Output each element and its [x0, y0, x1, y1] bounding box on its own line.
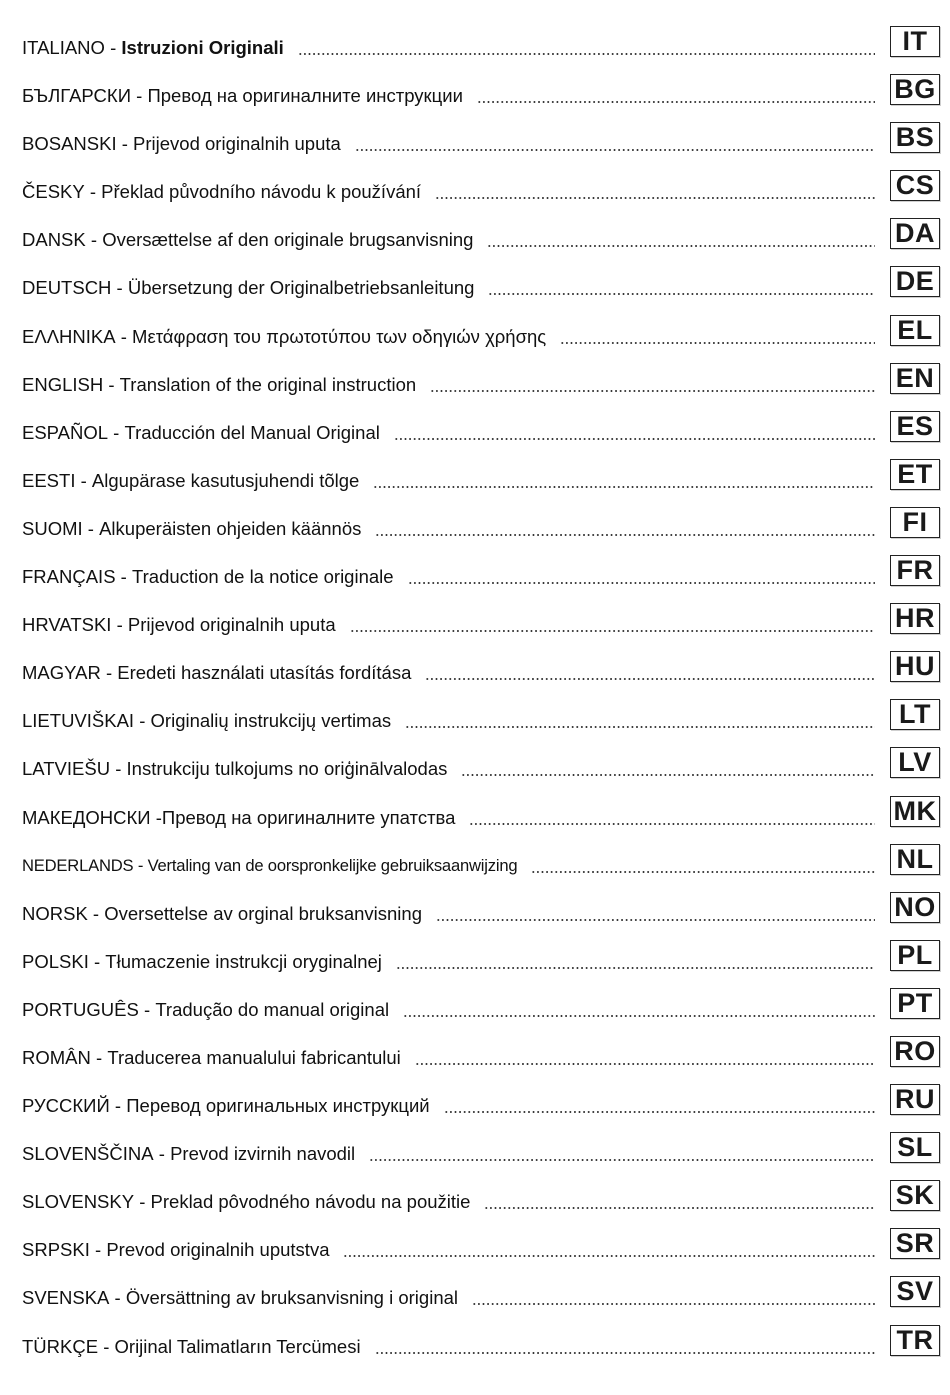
- separator: -: [115, 566, 132, 588]
- toc-entry: [22, 565, 875, 589]
- section-title: Preklad pôvodného návodu na použitie: [150, 1191, 471, 1213]
- section-title: Превод на оригиналните упатства: [161, 806, 456, 828]
- dot-leader: [396, 967, 875, 969]
- dot-leader: [375, 1352, 875, 1354]
- toc-entry: [22, 661, 875, 685]
- language-row-hu[interactable]: [0, 649, 950, 697]
- separator: -: [150, 806, 162, 828]
- separator: -: [111, 277, 128, 299]
- language-code-tab[interactable]: EN: [890, 363, 940, 394]
- language-row-ru[interactable]: [0, 1082, 950, 1130]
- section-title: Översättning av bruksanvisning i original: [125, 1287, 459, 1309]
- dot-leader: [436, 919, 875, 921]
- dot-leader: [484, 1207, 875, 1209]
- toc-entry: [22, 1046, 875, 1070]
- separator: -: [134, 710, 151, 732]
- language-row-sl[interactable]: [0, 1130, 950, 1178]
- language-row-pl[interactable]: [0, 938, 950, 986]
- language-code-tab[interactable]: IT: [890, 26, 940, 57]
- language-row-el[interactable]: [0, 313, 950, 361]
- language-code-tab[interactable]: RO: [890, 1036, 940, 1067]
- section-title: Tradução do manual original: [155, 998, 390, 1020]
- language-name: LIETUVIŠKAI: [22, 710, 135, 732]
- language-code-tab[interactable]: CS: [890, 170, 940, 201]
- language-name: DEUTSCH: [22, 277, 112, 299]
- toc-entry: [22, 36, 875, 60]
- language-code-tab[interactable]: ES: [890, 411, 940, 442]
- section-title: Übersetzung der Originalbetriebsanleitung: [127, 277, 475, 299]
- language-code-tab[interactable]: SV: [890, 1276, 940, 1307]
- section-title: Istruzioni Originali: [121, 37, 284, 58]
- dot-leader: [461, 774, 875, 776]
- language-code-tab[interactable]: SK: [890, 1180, 940, 1211]
- dot-leader: [469, 823, 875, 825]
- language-name: PORTUGUÊS: [22, 998, 139, 1020]
- language-row-bs[interactable]: [0, 120, 950, 168]
- dot-leader: [477, 101, 875, 103]
- language-row-tr[interactable]: [0, 1323, 950, 1371]
- toc-entry: [22, 1335, 875, 1359]
- toc-entry: [22, 1286, 875, 1310]
- section-title: Traducerea manualului fabricantului: [107, 1046, 401, 1068]
- section-title: Tłumaczenie instrukcji oryginalnej: [105, 950, 382, 972]
- language-name: NEDERLANDS: [22, 855, 134, 875]
- section-title: Traducción del Manual Original: [124, 421, 380, 443]
- dot-leader: [408, 582, 875, 584]
- language-code-tab[interactable]: BG: [890, 74, 940, 105]
- section-title: Превод на оригиналните инструкции: [147, 85, 463, 107]
- separator: -: [134, 1191, 151, 1213]
- language-code-tab[interactable]: PL: [890, 940, 940, 971]
- section-title: Μετάφραση του πρωτοτύπου των οδηγιών χρήσης: [132, 325, 547, 347]
- language-name: SLOVENSKY: [22, 1191, 135, 1213]
- separator: -: [133, 855, 148, 875]
- section-title: Prevod izvirnih navodil: [170, 1143, 356, 1165]
- language-name: DANSK: [22, 229, 86, 251]
- language-row-sr[interactable]: [0, 1226, 950, 1274]
- language-row-et[interactable]: [0, 457, 950, 505]
- dot-leader: [531, 871, 875, 873]
- language-index: [0, 24, 950, 1371]
- dot-leader: [394, 438, 875, 440]
- language-row-bg[interactable]: [0, 72, 950, 120]
- language-row-lv[interactable]: [0, 745, 950, 793]
- language-name: MAGYAR: [22, 662, 101, 684]
- language-row-fr[interactable]: [0, 553, 950, 601]
- section-title: Prevod originalnih uputstva: [106, 1239, 330, 1261]
- section-title: Eredeti használati utasítás fordítása: [117, 662, 412, 684]
- separator: -: [131, 85, 148, 107]
- language-name: LATVIEŠU: [22, 758, 111, 780]
- dot-leader: [488, 293, 875, 295]
- language-code-tab[interactable]: FR: [890, 555, 940, 586]
- language-name: SUOMI: [22, 517, 83, 539]
- separator: -: [75, 469, 92, 491]
- language-name: SVENSKA: [22, 1287, 110, 1309]
- language-name: ΕΛΛΗΝΙΚΑ: [22, 325, 116, 347]
- language-row-fi[interactable]: [0, 505, 950, 553]
- dot-leader: [435, 197, 875, 199]
- dot-leader: [298, 53, 875, 55]
- language-row-es[interactable]: [0, 409, 950, 457]
- toc-entry: [22, 709, 875, 733]
- language-name: POLSKI: [22, 950, 89, 972]
- dot-leader: [350, 630, 875, 632]
- separator: -: [98, 1335, 115, 1357]
- dot-leader: [343, 1255, 875, 1257]
- toc-entry: [22, 132, 875, 156]
- section-title: Překlad původního návodu k používání: [101, 181, 422, 203]
- separator: -: [110, 758, 127, 780]
- language-row-it[interactable]: [0, 24, 950, 72]
- section-title: Translation of the original instruction: [119, 373, 417, 395]
- language-code-tab[interactable]: MK: [890, 796, 940, 827]
- language-code-tab[interactable]: ET: [890, 459, 940, 490]
- dot-leader: [403, 1015, 875, 1017]
- language-name: ESPAÑOL: [22, 421, 109, 443]
- toc-entry: [22, 902, 875, 926]
- toc-entry: [22, 228, 875, 252]
- language-row-de[interactable]: [0, 264, 950, 312]
- dot-leader: [425, 678, 875, 680]
- language-name: ROMÂN: [22, 1046, 91, 1068]
- separator: -: [108, 421, 125, 443]
- separator: -: [100, 662, 118, 684]
- dot-leader: [355, 149, 875, 151]
- separator: -: [138, 998, 156, 1020]
- section-title: Перевод оригинальных инструкций: [126, 1095, 430, 1117]
- section-title: Prijevod originalnih uputa: [133, 133, 341, 155]
- toc-entry: [22, 84, 875, 108]
- toc-entry: [22, 373, 875, 397]
- separator: -: [115, 325, 133, 347]
- language-name: SRPSKI: [22, 1239, 90, 1261]
- language-code-tab[interactable]: BS: [890, 122, 940, 153]
- separator: -: [90, 1046, 108, 1068]
- language-row-nl[interactable]: [0, 842, 950, 890]
- section-title: Prijevod originalnih uputa: [127, 614, 336, 636]
- language-code-tab[interactable]: SL: [890, 1132, 940, 1163]
- toc-entry: [22, 998, 875, 1022]
- section-title: Instrukciju tulkojums no oriģinālvalodas: [126, 758, 448, 780]
- language-code-tab[interactable]: SR: [890, 1228, 940, 1259]
- dot-leader: [405, 726, 875, 728]
- language-row-cs[interactable]: [0, 168, 950, 216]
- language-row-hr[interactable]: [0, 601, 950, 649]
- language-code-tab[interactable]: DA: [890, 218, 940, 249]
- language-name: БЪЛГАРСКИ: [22, 85, 131, 107]
- language-code-tab[interactable]: DE: [890, 266, 940, 297]
- language-row-ro[interactable]: [0, 1034, 950, 1082]
- language-code-tab[interactable]: PT: [890, 988, 940, 1019]
- language-code-tab[interactable]: EL: [890, 315, 940, 346]
- toc-entry: [22, 757, 875, 781]
- separator: -: [82, 517, 100, 539]
- language-name: TÜRKÇE: [22, 1335, 99, 1357]
- separator: -: [87, 902, 105, 924]
- language-code-tab[interactable]: HU: [890, 651, 940, 682]
- language-name: NORSK: [22, 902, 88, 924]
- section-title: Vertaling van de oorspronkelijke gebruiksaanwijzing: [147, 855, 518, 875]
- dot-leader: [472, 1303, 875, 1305]
- language-row-no[interactable]: [0, 890, 950, 938]
- language-name: ČESKY: [22, 181, 85, 203]
- language-name: ITALIANO: [22, 37, 105, 58]
- separator: -: [116, 133, 134, 155]
- section-title: Algupärase kasutusjuhendi tõlge: [91, 469, 360, 491]
- language-name: РУССКИЙ: [22, 1095, 110, 1117]
- dot-leader: [430, 390, 875, 392]
- separator: -: [85, 229, 103, 251]
- language-row-lt[interactable]: [0, 697, 950, 745]
- dot-leader: [369, 1159, 875, 1161]
- language-row-sk[interactable]: [0, 1178, 950, 1226]
- toc-entry: [22, 1238, 875, 1262]
- separator: -: [88, 950, 106, 972]
- dot-leader: [487, 245, 875, 247]
- toc-entry: [22, 950, 875, 974]
- language-name: BOSANSKI: [22, 133, 117, 155]
- toc-entry: [22, 469, 875, 493]
- language-name: FRANÇAIS: [22, 566, 116, 588]
- toc-entry: [22, 1190, 875, 1214]
- language-row-sv[interactable]: [0, 1274, 950, 1322]
- dot-leader: [415, 1063, 875, 1065]
- section-title: Alkuperäisten ohjeiden käännös: [99, 517, 362, 539]
- language-name: EESTI: [22, 469, 76, 491]
- language-code-tab[interactable]: LV: [890, 747, 940, 778]
- separator: -: [111, 614, 128, 636]
- toc-entry: [22, 421, 875, 445]
- language-code-tab[interactable]: RU: [890, 1084, 940, 1115]
- language-code-tab[interactable]: NO: [890, 892, 940, 923]
- separator: -: [104, 37, 122, 58]
- section-title: Originalių instrukcijų vertimas: [150, 710, 392, 732]
- section-title: Traduction de la notice originale: [132, 566, 394, 588]
- toc-entry: [22, 276, 875, 300]
- language-code-tab[interactable]: HR: [890, 603, 940, 634]
- toc-entry: [22, 180, 875, 204]
- language-row-da[interactable]: [0, 216, 950, 264]
- dot-leader: [444, 1111, 875, 1113]
- language-row-en[interactable]: [0, 361, 950, 409]
- separator: -: [153, 1143, 171, 1165]
- language-row-pt[interactable]: [0, 986, 950, 1034]
- toc-entry: [22, 1094, 875, 1118]
- separator: -: [103, 373, 120, 395]
- toc-entry: [22, 854, 875, 878]
- section-title: Oversettelse av orginal bruksanvisning: [104, 902, 422, 924]
- language-name: ENGLISH: [22, 373, 104, 395]
- toc-entry: [22, 613, 875, 637]
- language-name: SLOVENŠČINA: [22, 1143, 154, 1165]
- toc-entry: [22, 325, 875, 349]
- language-code-tab[interactable]: NL: [890, 844, 940, 875]
- section-title: Orijinal Talimatların Tercümesi: [114, 1335, 361, 1357]
- dot-leader: [375, 534, 875, 536]
- separator: -: [109, 1095, 127, 1117]
- toc-entry: [22, 517, 875, 541]
- language-code-tab[interactable]: FI: [890, 507, 940, 538]
- toc-entry: [22, 806, 875, 830]
- dot-leader: [373, 486, 875, 488]
- language-code-tab[interactable]: TR: [890, 1325, 940, 1356]
- separator: -: [109, 1287, 126, 1309]
- toc-entry: [22, 1142, 875, 1166]
- language-name: HRVATSKI: [22, 614, 112, 636]
- separator: -: [84, 181, 102, 203]
- language-name: МАКЕДОНСКИ: [22, 806, 151, 828]
- section-title: Oversættelse af den originale brugsanvisning: [102, 229, 474, 251]
- separator: -: [89, 1239, 107, 1261]
- language-row-mk[interactable]: [0, 794, 950, 842]
- language-code-tab[interactable]: LT: [890, 699, 940, 730]
- dot-leader: [560, 342, 875, 344]
